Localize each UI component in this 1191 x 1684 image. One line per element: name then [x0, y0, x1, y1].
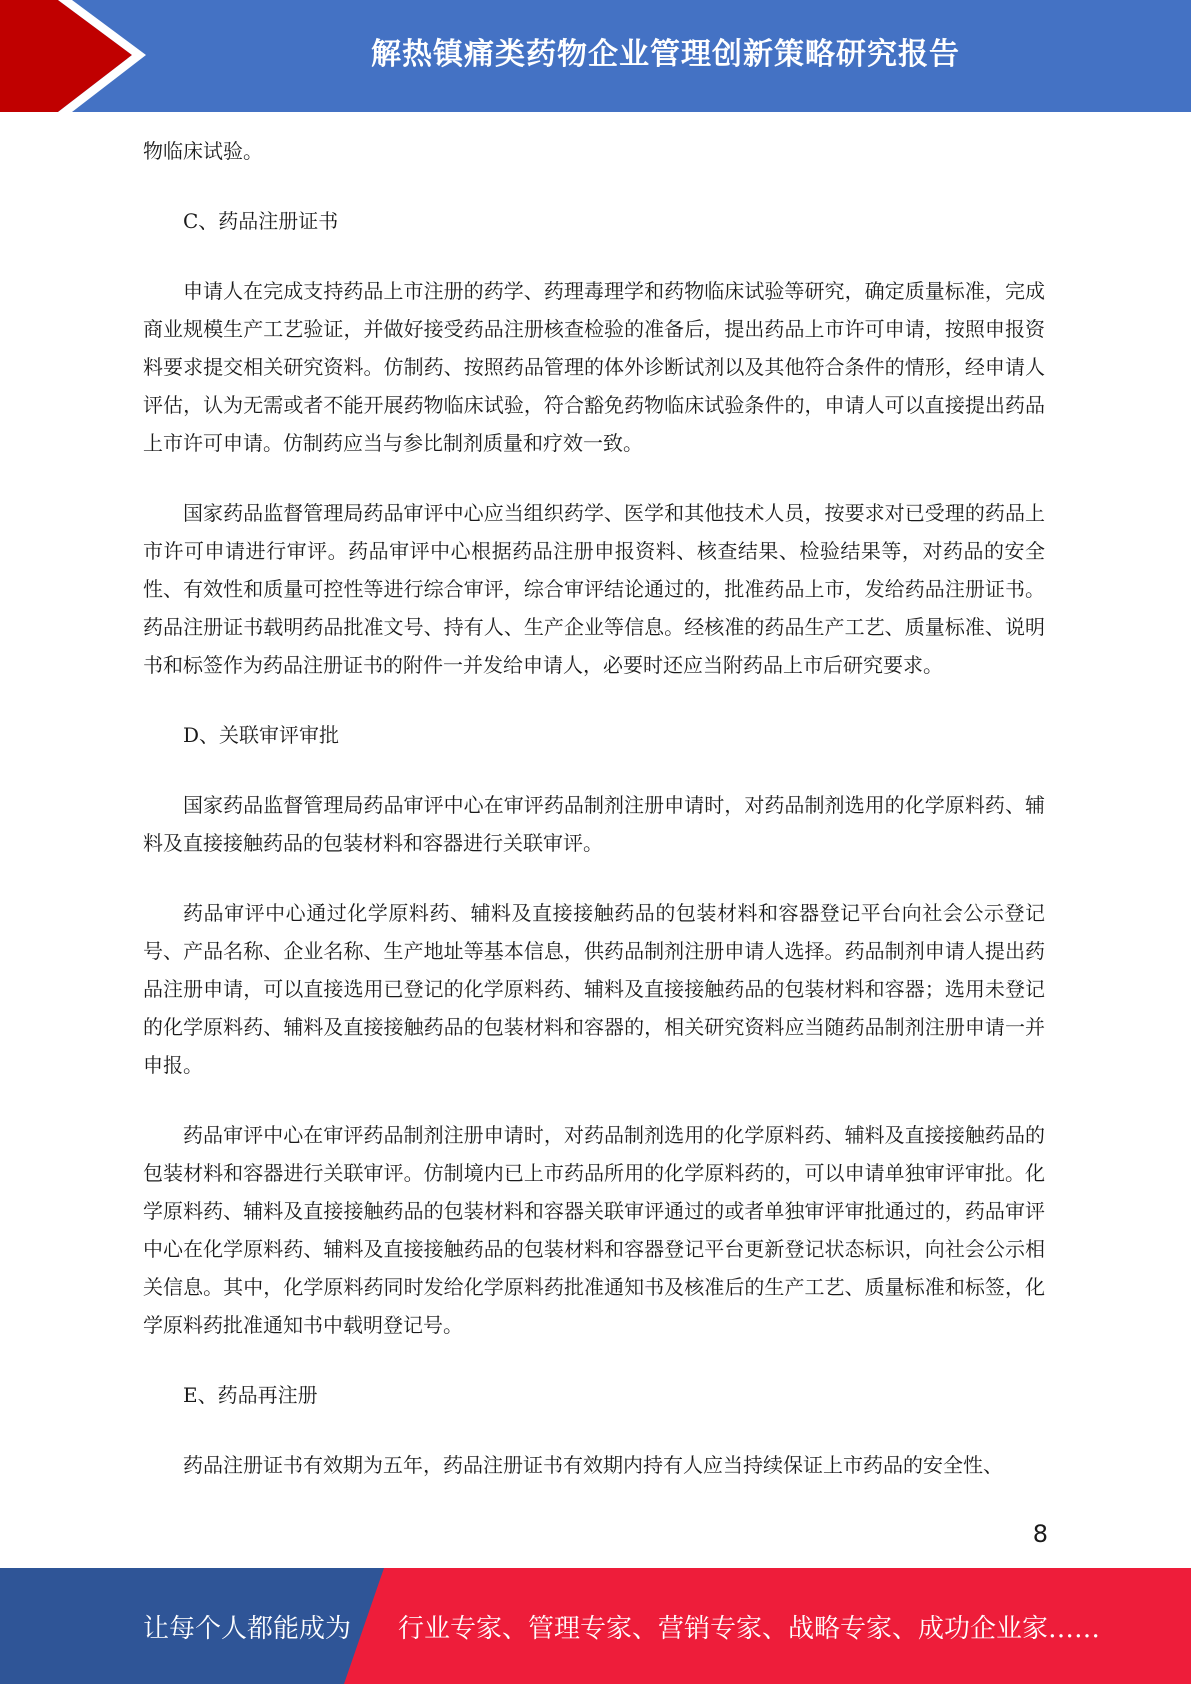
section-heading-e: E、药品再注册: [183, 1383, 318, 1407]
page-header: [0, 0, 1191, 112]
page-number: 8: [1032, 1520, 1048, 1548]
section-heading-d: D、关联审评审批: [183, 723, 340, 747]
section-heading-c: C、药品注册证书: [183, 209, 339, 233]
paragraph: 药品审评中心通过化学原料药、辅料及直接接触药品的包装材料和容器登记平台向社会公示登记号、产品名称、企业名称、生产地址等基本信息，供药品制剂注册申请人选择。药品制剂申请人提出药品注册申请，可以直接选用已登记的化学原料药、辅料及直接接触药品的包装材料和容器；选用未登记的化学原料药、辅料及直接接触药品的包装材料和容器的，相关研究资料应当随药品制剂注册申请一并申报。: [143, 901, 1045, 1077]
footer-slogan-right: 行业专家、管理专家、营销专家、战略专家、成功企业家……: [398, 1613, 1101, 1644]
header-arrow-decoration: [0, 0, 160, 112]
paragraph: 药品注册证书有效期为五年，药品注册证书有效期内持有人应当持续保证上市药品的安全性、: [183, 1453, 1003, 1477]
document-body: [143, 132, 1045, 1516]
paragraph: 药品审评中心在审评药品制剂注册申请时，对药品制剂选用的化学原料药、辅料及直接接触药品的包装材料和容器进行关联审评。仿制境内已上市药品所用的化学原料药的，可以申请单独审评审批。化学原料药、辅料及直接接触药品的包装材料和容器关联审评通过的或者单独审评审批通过的，药品审评中心在化学原料药、辅料及直接接触药品的包装材料和容器登记平台更新登记状态标识，向社会公示相关信息。其中，化学原料药同时发给化学原料药批准通知书及核准后的生产工艺、质量标准和标签，化学原料药批准通知书中载明登记号。: [143, 1123, 1045, 1337]
page-footer: [0, 1568, 1191, 1684]
paragraph-continuation: 物临床试验。: [143, 139, 263, 163]
header-title: 解热镇痛类药物企业管理创新策略研究报告: [371, 37, 960, 72]
paragraph: 国家药品监督管理局药品审评中心应当组织药学、医学和其他技术人员，按要求对已受理的药品上市许可申请进行审评。药品审评中心根据药品注册申报资料、核查结果、检验结果等，对药品的安全性、有效性和质量可控性等进行综合审评，综合审评结论通过的，批准药品上市，发给药品注册证书。药品注册证书载明药品批准文号、持有人、生产企业等信息。经核准的药品生产工艺、质量标准、说明书和标签作为药品注册证书的附件一并发给申请人，必要时还应当附药品上市后研究要求。: [143, 501, 1045, 677]
footer-slogan-left: 让每个人都能成为: [143, 1613, 352, 1644]
paragraph: 国家药品监督管理局药品审评中心在审评药品制剂注册申请时，对药品制剂选用的化学原料药、辅料及直接接触药品的包装材料和容器进行关联审评。: [143, 793, 1045, 855]
paragraph: 申请人在完成支持药品上市注册的药学、药理毒理学和药物临床试验等研究，确定质量标准，完成商业规模生产工艺验证，并做好接受药品注册核查检验的准备后，提出药品上市许可申请，按照申报资料要求提交相关研究资料。仿制药、按照药品管理的体外诊断试剂以及其他符合条件的情形，经申请人评估，认为无需或者不能开展药物临床试验，符合豁免药物临床试验条件的，申请人可以直接提出药品上市许可申请。仿制药应当与参比制剂质量和疗效一致。: [143, 279, 1045, 455]
header-red-chevron: [0, 0, 132, 112]
